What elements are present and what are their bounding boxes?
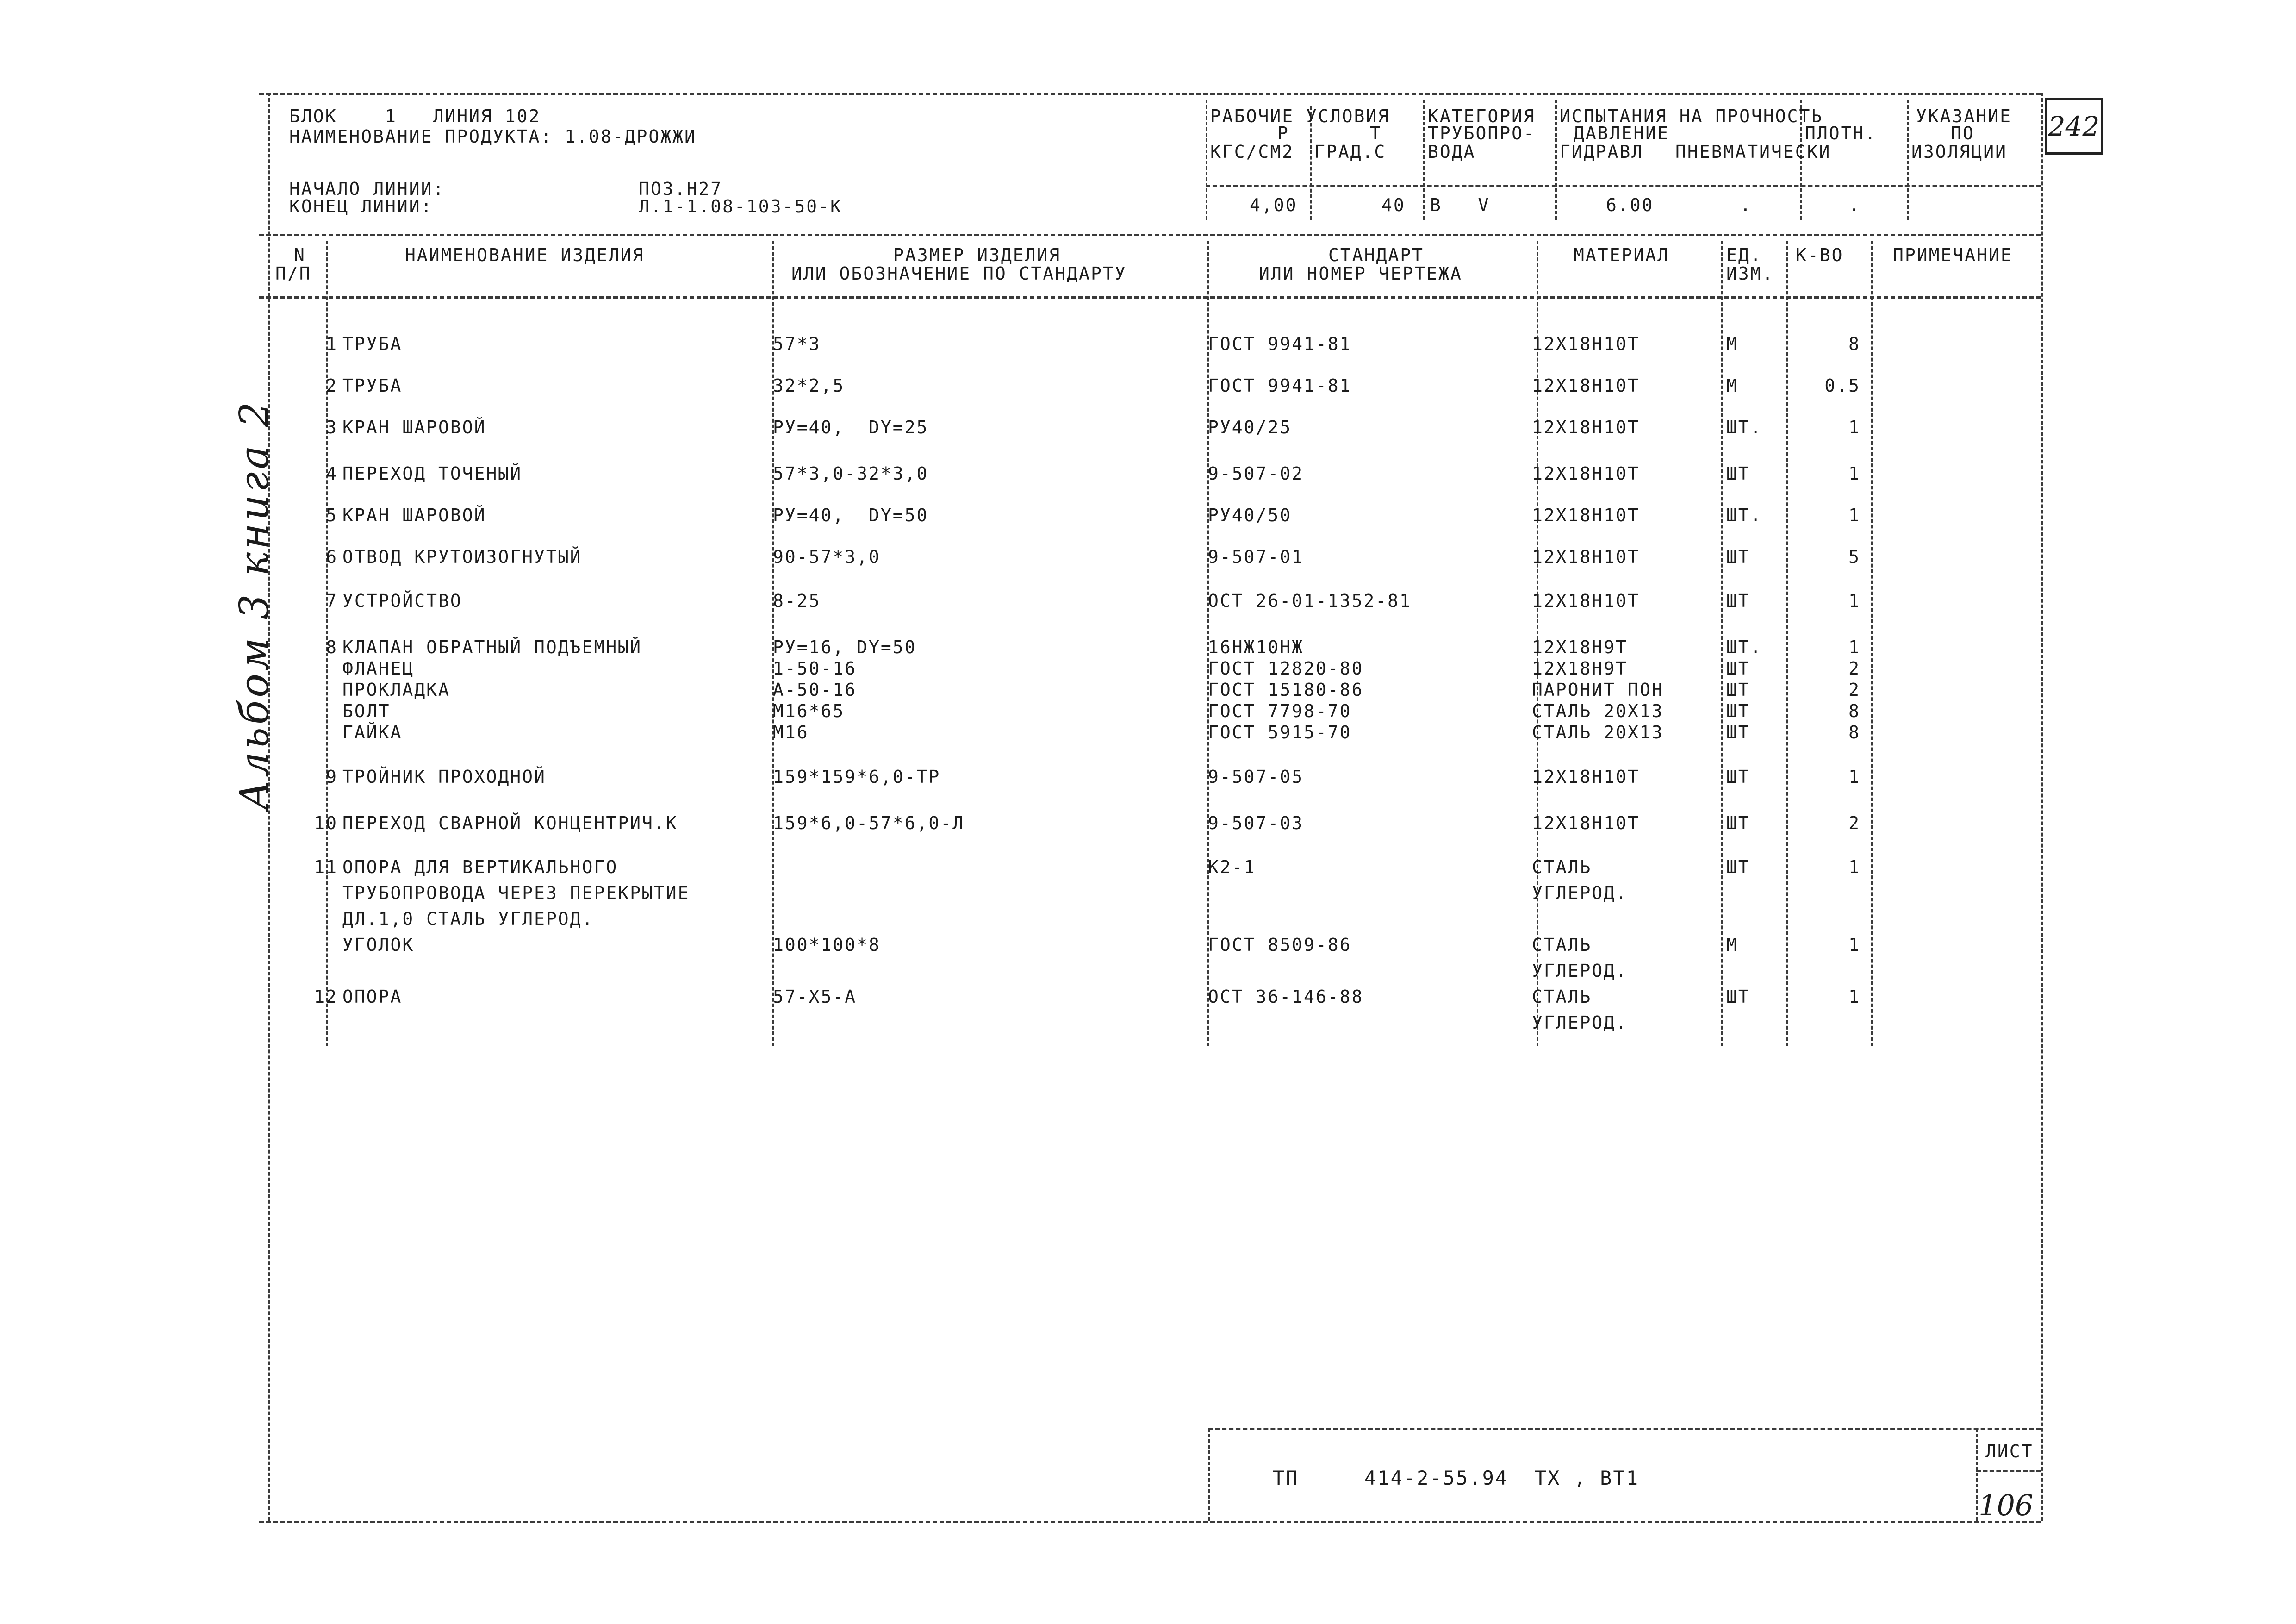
item-standard: ОСТ 26-01-1352-81	[1208, 591, 1412, 611]
cond-hydr: ГИДРАВЛ	[1560, 142, 1644, 162]
cond-insul-1: УКАЗАНИЕ	[1916, 106, 2012, 126]
footer-left	[1208, 1428, 1210, 1521]
th-size-1: РАЗМЕР ИЗДЕЛИЯ	[893, 245, 1061, 265]
row-number: 10	[314, 813, 338, 833]
item-standard: ГОСТ 8509-86	[1208, 935, 1352, 955]
item-name: ОПОРА	[342, 987, 403, 1007]
item-name: ФЛАНЕЦ	[342, 658, 415, 679]
item-size: 57-Х5-А	[773, 987, 857, 1007]
th-qty: К-ВО	[1796, 245, 1844, 265]
header-line-end-value: Л.1-1.08-103-50-К	[639, 196, 842, 217]
item-qty: 1	[1848, 637, 1860, 657]
item-qty: 2	[1848, 813, 1860, 833]
item-standard: 9-507-05	[1208, 767, 1304, 787]
item-material: 12Х18Н10Т	[1532, 417, 1640, 437]
item-standard: ОСТ 36-146-88	[1208, 987, 1364, 1007]
header-line-start-label: НАЧАЛО ЛИНИИ:	[289, 179, 445, 199]
item-unit: ШТ	[1726, 591, 1750, 611]
album-margin-note: Альбом 3 книга 2	[231, 399, 278, 810]
item-unit: ШТ	[1726, 547, 1750, 567]
item-unit: М	[1726, 935, 1738, 955]
cond-insul-2: ПО	[1951, 123, 1975, 144]
table-header-top	[259, 234, 2041, 236]
item-qty: 1	[1848, 463, 1860, 484]
item-material: 12Х18Н10Т	[1532, 547, 1640, 567]
item-material: 12Х18Н10Т	[1532, 505, 1640, 525]
item-material: СТАЛЬ 20Х13	[1532, 722, 1664, 743]
footer-doc-code: ТП 414-2-55.94 ТХ , ВТ1	[1273, 1467, 1640, 1489]
cond-value-category: В V	[1430, 195, 1490, 215]
item-name: ТРУБОПРОВОДА ЧЕРЕЗ ПЕРЕКРЫТИЕ	[342, 883, 690, 903]
item-material: 12Х18Н10Т	[1532, 767, 1640, 787]
row-number: 6	[326, 547, 338, 567]
item-qty: 1	[1848, 505, 1860, 525]
item-material: 12Х18Н9Т	[1532, 658, 1628, 679]
item-size: 159*6,0-57*6,0-Л	[773, 813, 965, 833]
item-material: ПАРОНИТ ПОН	[1532, 680, 1664, 700]
item-unit: ШТ	[1726, 813, 1750, 833]
cond-category-3: ВОДА	[1428, 142, 1476, 162]
item-name: ПРОКЛАДКА	[342, 680, 450, 700]
th-num-1: N	[294, 245, 306, 265]
item-size: 32*2,5	[773, 375, 845, 396]
item-standard: ГОСТ 9941-81	[1208, 334, 1352, 354]
item-unit: ШТ	[1726, 463, 1750, 484]
item-size: М16	[773, 722, 809, 743]
item-qty: 1	[1848, 857, 1860, 877]
cond-values-divider	[1206, 185, 2041, 187]
item-standard: К2-1	[1208, 857, 1256, 877]
item-standard: РУ40/25	[1208, 417, 1292, 437]
item-material: 12Х18Н10Т	[1532, 463, 1640, 484]
cond-insul-3: ИЗОЛЯЦИИ	[1911, 142, 2008, 162]
item-name: ТРУБА	[342, 334, 403, 354]
item-name: ПЕРЕХОД ТОЧЕНЫЙ	[342, 463, 523, 484]
cond-p-label: Р	[1277, 123, 1289, 144]
footer-sheet-number: 106	[1979, 1488, 2034, 1522]
item-unit: ШТ	[1726, 658, 1750, 679]
cond-work-conditions: РАБОЧИЕ УСЛОВИЯ	[1210, 106, 1390, 126]
cond-value-pneum: .	[1740, 195, 1752, 215]
row-number: 12	[314, 987, 338, 1007]
item-unit: ШТ	[1726, 857, 1750, 877]
item-material: УГЛЕРОД.	[1532, 961, 1628, 981]
item-size: 57*3,0-32*3,0	[773, 463, 929, 484]
item-qty: 1	[1848, 417, 1860, 437]
item-standard: 9-507-03	[1208, 813, 1304, 833]
item-unit: ШТ	[1726, 680, 1750, 700]
item-unit: ШТ	[1726, 987, 1750, 1007]
item-material: УГЛЕРОД.	[1532, 1012, 1628, 1033]
item-unit: ШТ.	[1726, 417, 1762, 437]
cond-sep-2	[1423, 100, 1425, 220]
cond-category-1: КАТЕГОРИЯ	[1428, 106, 1536, 126]
cond-sep-5	[1907, 100, 1909, 220]
table-row	[268, 856, 2046, 981]
th-note: ПРИМЕЧАНИЕ	[1893, 245, 2013, 265]
item-size: РУ=16, DY=50	[773, 637, 917, 657]
item-name: ОПОРА ДЛЯ ВЕРТИКАЛЬНОГО	[342, 857, 618, 877]
th-name: НАИМЕНОВАНИЕ ИЗДЕЛИЯ	[405, 245, 645, 265]
item-name: КЛАПАН ОБРАТНЫЙ ПОДЪЕМНЫЙ	[342, 637, 642, 657]
item-name: УГОЛОК	[342, 935, 415, 955]
table-row	[268, 986, 2046, 1060]
th-size-2: ИЛИ ОБОЗНАЧЕНИЕ ПО СТАНДАРТУ	[791, 263, 1127, 284]
item-standard: ГОСТ 12820-80	[1208, 658, 1364, 679]
cond-left-border	[1206, 100, 1207, 220]
row-number: 8	[326, 637, 338, 657]
item-size: 90-57*3,0	[773, 547, 881, 567]
th-unit-1: ЕД.	[1726, 245, 1762, 265]
th-num-2: П/П	[275, 263, 311, 284]
cond-pneum: ПНЕВМАТИЧЕСКИ	[1675, 142, 1831, 162]
header-line-end-label: КОНЕЦ ЛИНИИ:	[289, 196, 433, 217]
th-std-1: СТАНДАРТ	[1328, 245, 1425, 265]
item-qty: 1	[1848, 591, 1860, 611]
item-unit: ШТ	[1726, 701, 1750, 721]
item-name: ГАЙКА	[342, 722, 403, 743]
cond-sep-3	[1555, 100, 1557, 220]
item-name: ТРОЙНИК ПРОХОДНОЙ	[342, 767, 546, 787]
cond-test-1: ИСПЫТАНИЯ НА ПРОЧНОСТЬ	[1560, 106, 1823, 126]
item-name: КРАН ШАРОВОЙ	[342, 417, 486, 437]
footer-sheet-divider	[1976, 1470, 2041, 1472]
item-standard: 16НЖ10НЖ	[1208, 637, 1304, 657]
item-size: РУ=40, DY=25	[773, 417, 929, 437]
item-size: 1-50-16	[773, 658, 857, 679]
cond-p-unit: КГС/СМ2	[1210, 142, 1294, 162]
row-number: 1	[326, 334, 338, 354]
footer-top	[1208, 1428, 2041, 1430]
item-qty: 5	[1848, 547, 1860, 567]
row-number: 3	[326, 417, 338, 437]
item-name: ПЕРЕХОД СВАРНОЙ КОНЦЕНТРИЧ.К	[342, 813, 678, 833]
item-name: ОТВОД КРУТОИЗОГНУТЫЙ	[342, 547, 582, 567]
item-name: КРАН ШАРОВОЙ	[342, 505, 486, 525]
item-qty: 0.5	[1824, 375, 1860, 396]
item-qty: 8	[1848, 334, 1860, 354]
item-size: РУ=40, DY=50	[773, 505, 929, 525]
item-size: 100*100*8	[773, 935, 881, 955]
item-qty: 8	[1848, 701, 1860, 721]
item-qty: 2	[1848, 658, 1860, 679]
item-unit: М	[1726, 375, 1738, 396]
cond-value-density: .	[1849, 195, 1861, 215]
frame-bottom	[259, 1521, 2041, 1523]
cond-test-2: ДАВЛЕНИЕ	[1574, 123, 1670, 144]
item-name: БОЛТ	[342, 701, 391, 721]
item-material: СТАЛЬ 20Х13	[1532, 701, 1664, 721]
item-material: СТАЛЬ	[1532, 987, 1592, 1007]
footer-sheet-label: ЛИСТ	[1985, 1441, 2034, 1462]
item-unit: ШТ	[1726, 767, 1750, 787]
row-number: 7	[326, 591, 338, 611]
item-size: М16*65	[773, 701, 845, 721]
item-standard: ГОСТ 5915-70	[1208, 722, 1352, 743]
item-name: ТРУБА	[342, 375, 403, 396]
header-line-start-value: ПОЗ.Н27	[639, 179, 723, 199]
item-unit: ШТ.	[1726, 637, 1762, 657]
cond-category-2: ТРУБОПРО-	[1428, 123, 1536, 144]
item-material: УГЛЕРОД.	[1532, 883, 1628, 903]
item-qty: 1	[1848, 935, 1860, 955]
item-standard: 9-507-02	[1208, 463, 1304, 484]
th-material: МАТЕРИАЛ	[1574, 245, 1670, 265]
item-unit: ШТ.	[1726, 505, 1762, 525]
item-qty: 8	[1848, 722, 1860, 743]
item-qty: 1	[1848, 767, 1860, 787]
table-header-bottom	[259, 296, 2041, 299]
item-size: 57*3	[773, 334, 821, 354]
footer-sheet-sep	[1976, 1428, 1978, 1521]
item-size: А-50-16	[773, 680, 857, 700]
item-standard: ГОСТ 15180-86	[1208, 680, 1364, 700]
item-name: ДЛ.1,0 СТАЛЬ УГЛЕРОД.	[342, 909, 594, 929]
item-standard: РУ40/50	[1208, 505, 1292, 525]
th-std-2: ИЛИ НОМЕР ЧЕРТЕЖА	[1259, 263, 1462, 284]
row-number: 9	[326, 767, 338, 787]
item-size: 8-25	[773, 591, 821, 611]
header-product: НАИМЕНОВАНИЕ ПРОДУКТА: 1.08-ДРОЖЖИ	[289, 126, 697, 147]
item-material: 12Х18Н10Т	[1532, 375, 1640, 396]
cond-value-p: 4,00	[1250, 195, 1298, 215]
item-unit: М	[1726, 334, 1738, 354]
page-stamp: 242	[2045, 98, 2103, 155]
row-number: 5	[326, 505, 338, 525]
cond-value-t: 40	[1381, 195, 1406, 215]
item-unit: ШТ	[1726, 722, 1750, 743]
header-block-line: БЛОК 1 ЛИНИЯ 102	[289, 106, 541, 126]
cond-t-label: Т	[1370, 123, 1382, 144]
item-standard: ГОСТ 9941-81	[1208, 375, 1352, 396]
row-number: 4	[326, 463, 338, 484]
row-number: 2	[326, 375, 338, 396]
cond-test-3: ПЛОТН.	[1805, 123, 1877, 144]
item-standard: 9-507-01	[1208, 547, 1304, 567]
item-name: УСТРОЙСТВО	[342, 591, 462, 611]
row-number: 11	[314, 857, 338, 877]
item-standard: ГОСТ 7798-70	[1208, 701, 1352, 721]
item-material: 12Х18Н9Т	[1532, 637, 1628, 657]
item-material: СТАЛЬ	[1532, 857, 1592, 877]
item-size: 159*159*6,0-ТР	[773, 767, 941, 787]
frame-top	[259, 93, 2041, 95]
cond-t-unit: ГРАД.С	[1314, 142, 1387, 162]
item-material: 12Х18Н10Т	[1532, 591, 1640, 611]
item-qty: 1	[1848, 987, 1860, 1007]
item-material: 12Х18Н10Т	[1532, 334, 1640, 354]
item-qty: 2	[1848, 680, 1860, 700]
th-unit-2: ИЗМ.	[1726, 263, 1774, 284]
cond-value-hydr: 6.00	[1606, 195, 1654, 215]
item-material: 12Х18Н10Т	[1532, 813, 1640, 833]
item-material: СТАЛЬ	[1532, 935, 1592, 955]
table-row	[268, 637, 2046, 743]
